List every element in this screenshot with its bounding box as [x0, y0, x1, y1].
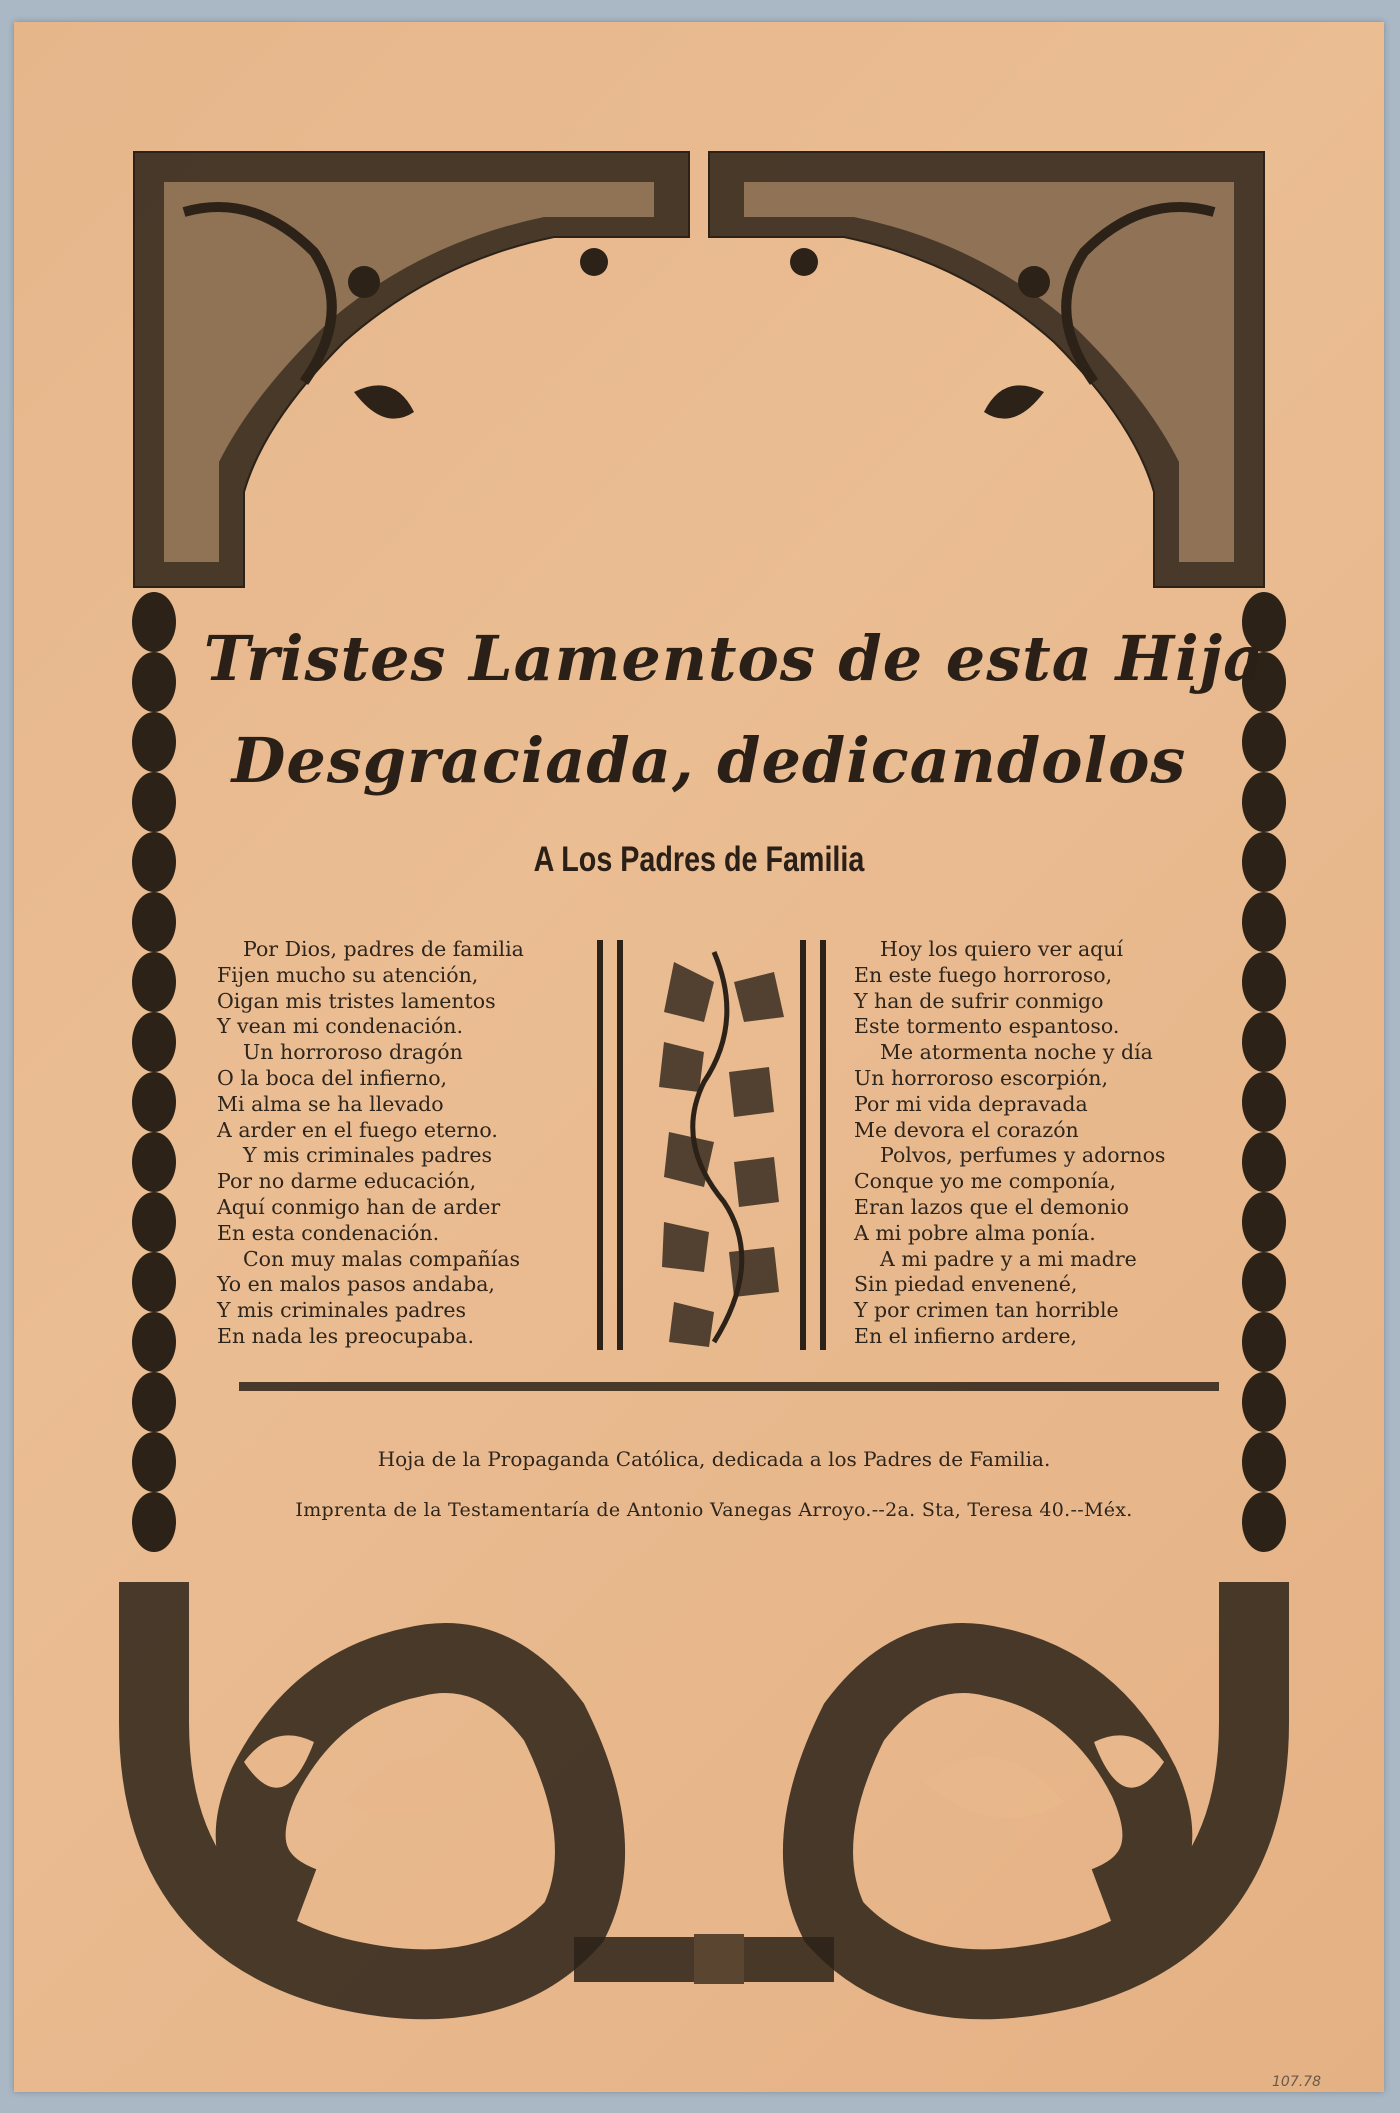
verse-line: Sin piedad envenené,	[854, 1272, 1078, 1297]
verse-line: Y mis criminales padres	[217, 1298, 466, 1323]
top-left-corner-ornament-icon	[134, 152, 689, 587]
verse-line: Por Dios, padres de familia	[243, 937, 524, 961]
verse-line: Me atormenta noche y día	[880, 1040, 1153, 1065]
verse-line: En esta condenación.	[217, 1220, 440, 1245]
bottom-left-serpent-ornament-icon	[154, 1582, 754, 1984]
verse-line: Y por crimen tan horrible	[854, 1298, 1119, 1323]
verse-line: Un horroroso dragón	[243, 1040, 463, 1065]
verse-line: Con muy malas compañías	[243, 1246, 521, 1271]
verse-line: Por no darme educación,	[217, 1169, 477, 1194]
title-line-2: Desgraciada, dedicandolos	[231, 724, 1187, 797]
verse-line: Conque yo me componía,	[854, 1169, 1116, 1194]
ivy-vine-icon	[659, 952, 784, 1347]
verse-line: Este tormento espantoso.	[854, 1014, 1120, 1039]
verse-line: Oigan mis tristes lamentos	[217, 988, 496, 1013]
divider-rule	[239, 1382, 1219, 1391]
verse-line: Por mi vida depravada	[854, 1091, 1088, 1116]
broadside-sheet	[14, 22, 1384, 2092]
subtitle: A Los Padres de Familia	[533, 840, 865, 879]
verse-line: Y mis criminales padres	[243, 1143, 492, 1168]
verse-line: A mi pobre alma ponía.	[854, 1220, 1096, 1245]
catalog-number: 107.78	[1272, 2074, 1321, 2090]
printer-imprint: Imprenta de la Testamentaría de Antonio Vanegas Arroyo.--2a. Sta, Teresa 40.--Méx.	[295, 1499, 1133, 1521]
verse-line: O la boca del infierno,	[217, 1065, 448, 1090]
verse-line: Y han de sufrir conmigo	[854, 988, 1104, 1013]
verse-line: A mi padre y a mi madre	[880, 1246, 1137, 1271]
verse-column-left	[217, 937, 637, 1350]
verse-line: En el infierno ardere,	[854, 1323, 1078, 1348]
verse-line: Polvos, perfumes y adornos	[880, 1143, 1166, 1168]
verse-line: Hoy los quiero ver aquí	[880, 937, 1124, 961]
verse-line: Eran lazos que el demonio	[854, 1194, 1129, 1219]
verse-line: Me devora el corazón	[854, 1117, 1079, 1142]
verse-column-right	[854, 937, 1274, 1350]
top-right-corner-ornament-icon	[709, 152, 1264, 587]
verse-line: A arder en el fuego eterno.	[217, 1117, 498, 1142]
verse-line: En este fuego horroroso,	[854, 962, 1113, 987]
verse-line: Aquí conmigo han de arder	[217, 1194, 501, 1219]
verse-line: Un horroroso escorpión,	[854, 1065, 1109, 1090]
verse-line: Y vean mi condenación.	[217, 1014, 464, 1039]
verse-line: Mi alma se ha llevado	[217, 1091, 444, 1116]
verse-line: Yo en malos pasos andaba,	[217, 1272, 495, 1297]
verse-line: En nada les preocupaba.	[217, 1323, 474, 1348]
publisher-note: Hoja de la Propaganda Católica, dedicada a los Padres de Familia.	[377, 1447, 1051, 1471]
title-line-1: Tristes Lamentos de esta Hija	[203, 622, 1265, 695]
bottom-right-serpent-ornament-icon	[754, 1582, 1254, 1984]
verse-line: Fijen mucho su atención,	[217, 962, 479, 987]
